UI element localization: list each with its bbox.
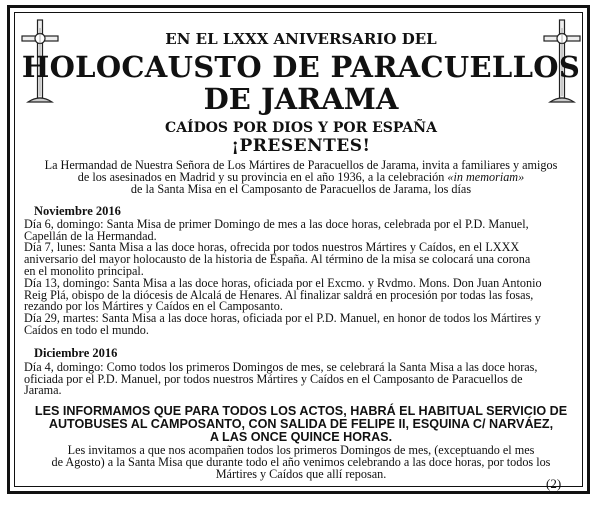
subtitle: CAÍDOS POR DIOS Y POR ESPAÑA xyxy=(165,120,437,136)
event-line: Día 4, domingo: Como todos los primeros Domingos de mes, se celebrará la Santa Misa a las doce horas, xyxy=(24,359,538,374)
closing-paragraph xyxy=(22,444,580,480)
closing-line: de Agosto) a la Santa Misa que durante todo el año venimos celebrando a las doce horas, por todos los xyxy=(51,455,551,469)
event-line: Día 29, martes: Santa Misa a las doce horas, oficiada por el P.D. Manuel, en honor de todos los Mártires y xyxy=(24,311,541,326)
event-line: oficiada por el P.D. Manuel, por todos nuestros Mártires y Caídos en el Camposanto de Paracuellos de xyxy=(24,371,523,386)
presentes-heading: ¡PRESENTES! xyxy=(231,136,371,156)
event-line: Capellán de la Hermandad. xyxy=(24,228,157,243)
event-line: Día 13, domingo: Santa Misa a las doce horas, oficiada por el Excmo. y Rvdmo. Mons. Don Juan Antonio xyxy=(24,275,542,290)
closing-line: Les invitamos a que nos acompañen todos los primeros Domingos de mes, (exceptuando el mes xyxy=(67,443,535,457)
event-line: aniversario del mayor holocausto de la historia de España. Al término de la misa se colocará una corona xyxy=(24,252,531,267)
title-line-1: HOLOCAUSTO DE PARACUELLOS xyxy=(21,50,581,84)
intro-line: de la Santa Misa en el Camposanto de Paracuellos de Jarama, los días xyxy=(130,182,472,196)
event-line: Jarama. xyxy=(24,383,62,398)
december-heading: Diciembre 2016 xyxy=(34,346,118,360)
november-section xyxy=(24,206,584,337)
event-item xyxy=(24,359,584,398)
title-line-2: DE JARAMA xyxy=(203,82,399,116)
anniversary-line: EN EL LXXX ANIVERSARIO DEL xyxy=(165,30,437,48)
event-item xyxy=(24,242,584,277)
page-number: (2) xyxy=(546,476,562,491)
november-heading: Noviembre 2016 xyxy=(34,204,121,218)
december-section xyxy=(24,348,584,397)
bus-notice-line: AUTOBUSES AL CAMPOSANTO, CON SALIDA DE FELIPE II, ESQUINA C/ NARVÁEZ, xyxy=(48,417,554,431)
bus-notice-line: LES INFORMAMOS QUE PARA TODOS LOS ACTOS, HABRÁ EL HABITUAL SERVICIO DE xyxy=(34,404,568,418)
event-line: rezando por los Mártires y Caídos en el Camposanto. xyxy=(24,299,283,314)
event-line: Día 6, domingo: Santa Misa de primer Domingo de mes a las doce horas, celebrada por el P.D. Manuel, xyxy=(24,216,529,231)
intro-line: La Hermandad de Nuestra Señora de Los Mártires de Paracuellos de Jarama, invita a familiares y amigos xyxy=(44,158,558,172)
event-line: Reig Plá, obispo de la diócesis de Alcalá de Henares. Al finalizar saldrá en procesión por todas las fosas, xyxy=(24,287,534,302)
in-memoriam-text: «in memoriam» xyxy=(447,170,525,184)
bus-notice-line: A LAS ONCE QUINCE HORAS. xyxy=(209,430,393,444)
intro-text: de los asesinados en Madrid y su provincia en el año 1936, a la celebración xyxy=(77,170,448,184)
event-item xyxy=(24,313,584,337)
intro-paragraph xyxy=(20,159,582,195)
event-line: en el monolito principal. xyxy=(24,263,144,278)
event-item xyxy=(24,216,584,243)
event-line: Caídos en todo el mundo. xyxy=(24,322,149,337)
event-line: Día 7, lunes: Santa Misa a las doce horas, ofrecida por todos nuestros Mártires y Caídos, en el LXXX xyxy=(24,240,520,255)
event-item xyxy=(24,275,584,314)
bus-notice xyxy=(22,405,580,444)
closing-line: Mártires y Caídos que allí reposan. xyxy=(215,467,387,481)
